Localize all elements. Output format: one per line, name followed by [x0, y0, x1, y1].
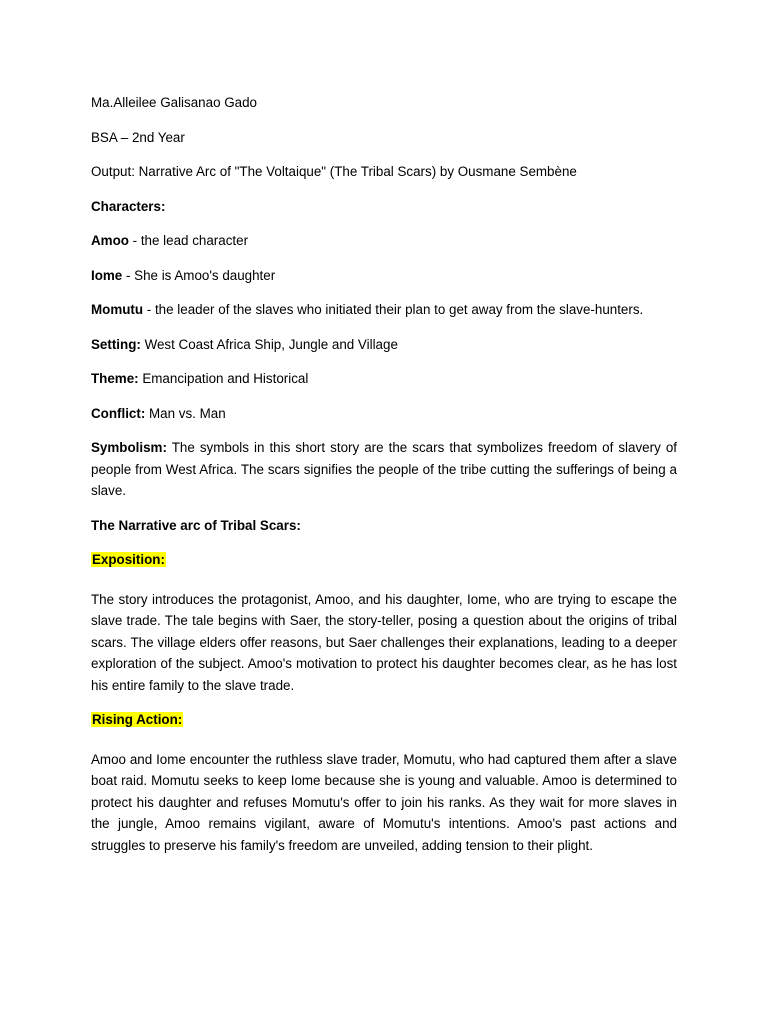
character-name: Momutu: [91, 302, 144, 317]
character-desc: - the lead character: [128, 233, 249, 248]
setting-entry: [91, 334, 677, 356]
character-desc: - the leader of the slaves who initiated their plan to get away from the slave-hunters.: [143, 302, 644, 317]
theme-label: Theme:: [91, 371, 139, 386]
character-desc: - She is Amoo's daughter: [122, 267, 276, 283]
conflict-entry: [91, 403, 677, 425]
conflict-label: Conflict:: [91, 405, 146, 421]
rising-action-heading-row: [91, 709, 677, 731]
character-entry: [91, 265, 677, 287]
characters-heading: Characters:: [91, 198, 166, 214]
narrative-arc-heading: The Narrative arc of Tribal Scars:: [91, 517, 301, 533]
rising-action-text: Amoo and Iome encounter the ruthless slave trader, Momutu, who had captured them after a slave boat raid. Momutu seeks to keep Iome because she is young and valuable. Amoo is determined to protect his daughter and refuses Momutu's offer to join his ranks. As they wait for more slaves in the jungle, Amoo remains vigilant, aware of Momutu's intentions. Amoo's past actions and struggles to preserve his family's freedom are unveiled, adding tension to their plight.: [91, 751, 677, 853]
symbolism-value: The symbols in this short story are the scars that symbolizes freedom of slavery of people from West Africa. The scars signifies the people of the tribe cutting the sufferings of being a slave.: [91, 440, 677, 498]
exposition-heading-row: [91, 549, 677, 571]
symbolism-label: Symbolism:: [91, 440, 167, 455]
theme-entry: [91, 368, 677, 390]
conflict-value: Man vs. Man: [145, 405, 226, 421]
character-entry: [91, 230, 677, 252]
setting-label: Setting:: [91, 336, 141, 352]
symbolism-entry: [91, 437, 677, 502]
setting-value: West Coast Africa Ship, Jungle and Village: [140, 336, 398, 352]
theme-value: Emancipation and Historical: [138, 371, 309, 386]
character-name: Amoo: [91, 233, 129, 248]
author-year: BSA – 2nd Year: [91, 129, 185, 145]
output-title: Output: Narrative Arc of "The Voltaique" (The Tribal Scars) by Ousmane Sembène: [91, 164, 577, 179]
exposition-heading: Exposition:: [92, 552, 165, 567]
exposition-text: The story introduces the protagonist, Amoo, and his daughter, Iome, who are trying to escape the slave trade. The tale begins with Saer, the story-teller, posing a question about the origins of tribal scars. The village elders offer reasons, but Saer challenges their explanations, leading to a deeper exploration of the subject. Amoo's motivation to protect his daughter becomes clear, as he has lost his entire family to the slave trade.: [91, 591, 677, 693]
rising-action-heading: Rising Action:: [92, 712, 183, 727]
character-name: Iome: [91, 267, 123, 283]
character-entry: [91, 299, 677, 321]
author-name: Ma.Alleilee Galisanao Gado: [91, 95, 257, 110]
